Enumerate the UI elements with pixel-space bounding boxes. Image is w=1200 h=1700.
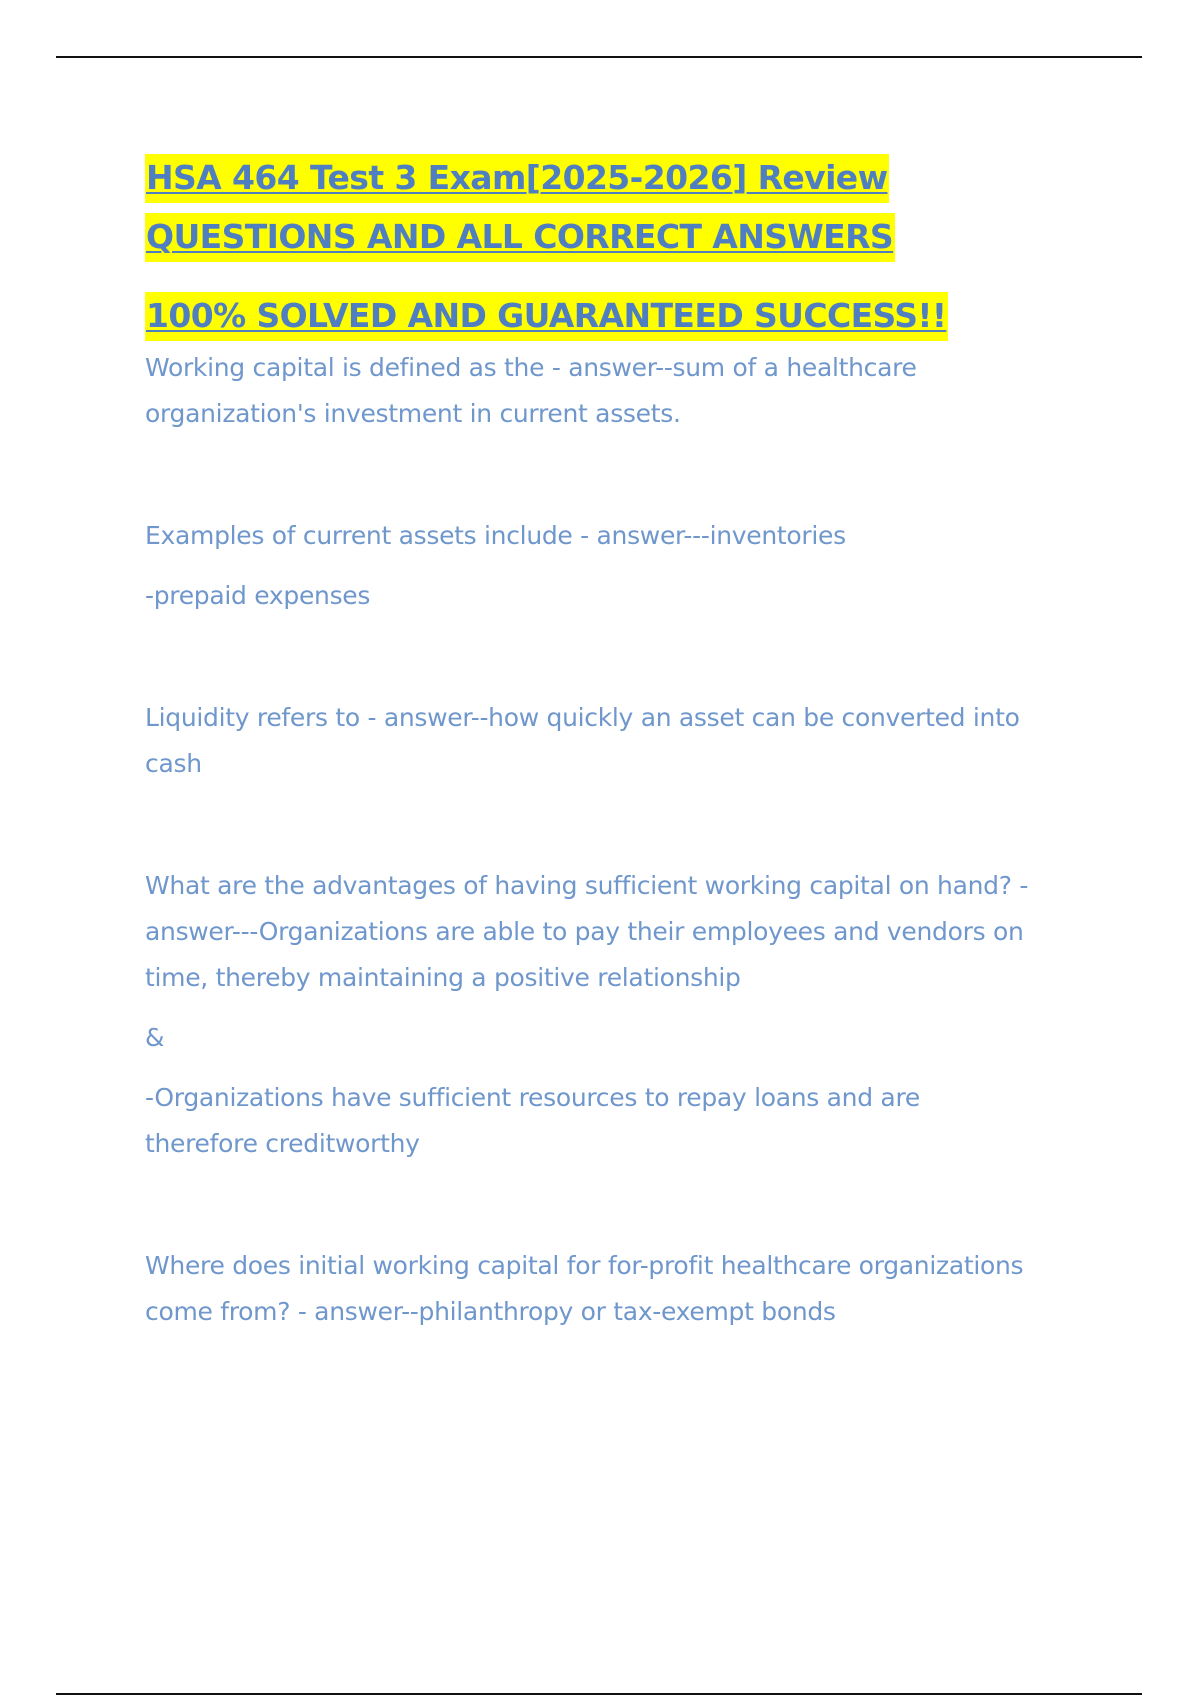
qa-item-liquidity	[145, 695, 1105, 787]
qa-line: Working capital is defined as the - answer--sum of a healthcare	[145, 353, 917, 382]
bottom-rule	[56, 1693, 1142, 1695]
qa-ampersand: &	[145, 1023, 165, 1052]
qa-line: Examples of current assets include - answer---inventories	[145, 521, 846, 550]
qa-list	[145, 345, 1105, 1335]
title-line-1: HSA 464 Test 3 Exam[2025-2026] Review	[145, 154, 889, 203]
document-title	[145, 148, 1105, 345]
qa-item-advantages	[145, 863, 1105, 1167]
qa-line: -Organizations have sufficient resources to repay loans and are	[145, 1083, 920, 1112]
document-body	[145, 148, 1105, 1335]
qa-line: cash	[145, 749, 202, 778]
qa-item-initial-capital	[145, 1243, 1105, 1335]
qa-item-working-capital	[145, 345, 1105, 437]
qa-line: -prepaid expenses	[145, 581, 371, 610]
title-line-2: QUESTIONS AND ALL CORRECT ANSWERS	[145, 213, 895, 262]
qa-line: therefore creditworthy	[145, 1129, 420, 1158]
qa-line: come from? - answer--philanthropy or tax-exempt bonds	[145, 1297, 836, 1326]
qa-item-current-assets	[145, 513, 1105, 619]
qa-line: answer---Organizations are able to pay their employees and vendors on	[145, 917, 1024, 946]
qa-line: Where does initial working capital for for-profit healthcare organizations	[145, 1251, 1024, 1280]
qa-line: Liquidity refers to - answer--how quickly an asset can be converted into	[145, 703, 1020, 732]
qa-line: organization's investment in current assets.	[145, 399, 681, 428]
qa-line: time, thereby maintaining a positive relationship	[145, 963, 741, 992]
subtitle: 100% SOLVED AND GUARANTEED SUCCESS!!	[145, 292, 948, 341]
top-rule	[56, 56, 1142, 58]
qa-line: What are the advantages of having sufficient working capital on hand? -	[145, 871, 1029, 900]
